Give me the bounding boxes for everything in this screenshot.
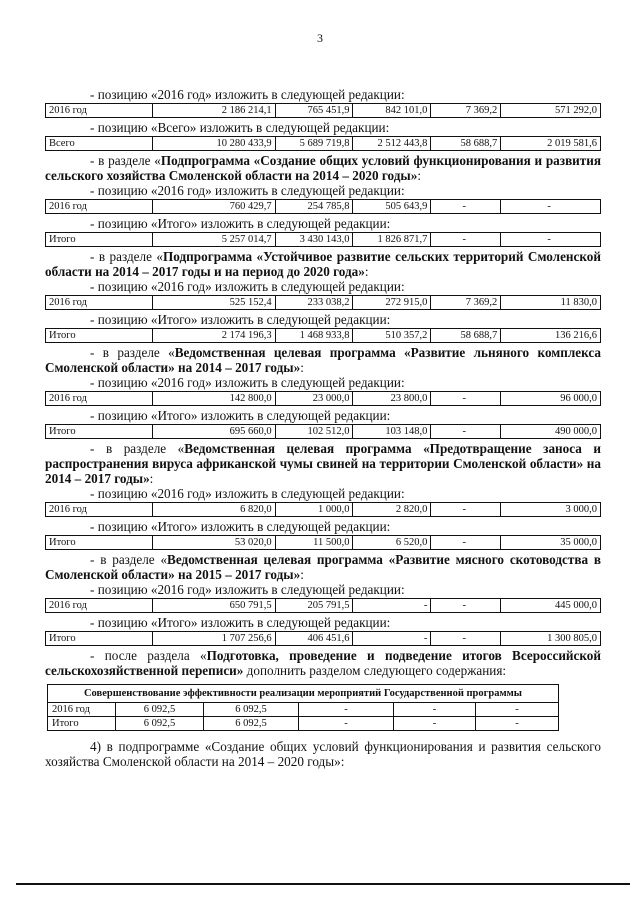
position-instruction: - позицию «2016 год» изложить в следующей редакции: — [90, 375, 405, 390]
page-number: 3 — [317, 31, 323, 45]
intro-text: - в разделе « — [90, 552, 168, 567]
table-row — [45, 328, 601, 343]
table-cell: Итого — [46, 329, 153, 342]
table-cell: 103 148,0 — [353, 425, 431, 438]
table-row — [45, 631, 601, 646]
table-cell: 2 820,0 — [353, 503, 431, 516]
table-cell: 2 174 196,3 — [153, 329, 276, 342]
table-cell: - — [431, 503, 501, 516]
table-cell: - — [431, 425, 501, 438]
table-cell: - — [501, 200, 601, 213]
table-row — [45, 502, 601, 517]
table-cell: 2016 год — [46, 200, 153, 213]
table-cell: - — [353, 599, 431, 612]
table-cell: 23 800,0 — [353, 392, 431, 405]
section-intro — [45, 345, 601, 375]
section-intro — [45, 552, 601, 582]
table-cell: 58 688,7 — [431, 137, 501, 150]
table-cell: - — [394, 717, 476, 730]
table-cell: - — [299, 703, 394, 716]
table-cell: 11 830,0 — [501, 296, 601, 309]
table-cell: - — [299, 717, 394, 730]
table-cell: Всего — [46, 137, 153, 150]
intro-tail: дополнить разделом следующего содержания: — [243, 663, 507, 678]
paragraph-4: 4) в подпрограмме «Создание общих условий функционирования и развития сельского хозяйства Смоленской области на 2014 – 2020 годы»: — [45, 739, 601, 769]
table-cell: 406 451,6 — [276, 632, 354, 645]
table-cell: 2016 год — [46, 296, 153, 309]
table-cell: 1 468 933,8 — [276, 329, 354, 342]
table-row — [45, 199, 601, 214]
table-cell: - — [501, 233, 601, 246]
position-instruction: - позицию «2016 год» изложить в следующей редакции: — [90, 486, 405, 501]
intro-tail: : — [364, 264, 369, 279]
table-cell: 525 152,4 — [153, 296, 276, 309]
table-cell: 205 791,5 — [276, 599, 354, 612]
table-cell: - — [431, 392, 501, 405]
intro-text: - после раздела « — [90, 648, 207, 663]
intro-tail: : — [417, 168, 421, 183]
table-cell: 7 369,2 — [431, 104, 501, 117]
table-cell: 102 512,0 — [276, 425, 354, 438]
section-name: Ведомственная целевая программа «Развитие мясного скотоводства в Смоленской области» на 2015 – 2017 годы» — [45, 552, 601, 582]
table-cell: 6 092,5 — [204, 717, 299, 730]
table-cell: 272 915,0 — [353, 296, 431, 309]
table-cell: 3 430 143,0 — [276, 233, 354, 246]
table-cell: 1 707 256,6 — [153, 632, 276, 645]
table-cell: 445 000,0 — [501, 599, 601, 612]
table-cell: 760 429,7 — [153, 200, 276, 213]
position-instruction: - позицию «Итого» изложить в следующей редакции: — [90, 312, 391, 327]
table-cell: 1 300 805,0 — [501, 632, 601, 645]
position-instruction: - позицию «Итого» изложить в следующей редакции: — [90, 519, 391, 534]
table-cell: 6 520,0 — [353, 536, 431, 549]
table-row — [45, 295, 601, 310]
table-cell: 35 000,0 — [501, 536, 601, 549]
table-cell: 2016 год — [46, 599, 153, 612]
table-cell: 142 800,0 — [153, 392, 276, 405]
table-cell: - — [431, 233, 501, 246]
table-cell: 2016 год — [46, 392, 153, 405]
table-cell: Итого — [46, 632, 153, 645]
footer-rule — [16, 883, 630, 885]
position-instruction: - позицию «Всего» изложить в следующей редакции: — [90, 120, 390, 135]
table-cell: 490 000,0 — [501, 425, 601, 438]
table-cell: - — [515, 704, 519, 715]
table-row — [45, 391, 601, 406]
table-cell: 3 000,0 — [501, 503, 601, 516]
table-cell: 2 186 214,1 — [153, 104, 276, 117]
section-intro — [45, 441, 601, 486]
table-cell: 58 688,7 — [431, 329, 501, 342]
intro-text: - в разделе « — [90, 249, 164, 264]
section-intro — [45, 249, 601, 279]
position-instruction: - позицию «2016 год» изложить в следующей редакции: — [90, 183, 405, 198]
table-cell: 1 826 871,7 — [353, 233, 431, 246]
new-section-table — [47, 684, 559, 731]
table-cell: - — [431, 599, 501, 612]
table-cell: 842 101,0 — [353, 104, 431, 117]
table-cell: - — [394, 703, 476, 716]
table-cell: 6 092,5 — [116, 717, 204, 730]
table-cell: 650 791,5 — [153, 599, 276, 612]
table-row — [45, 424, 601, 439]
table-cell: 2 019 581,6 — [501, 137, 601, 150]
table-row — [45, 598, 601, 613]
intro-text: - в разделе « — [90, 441, 185, 456]
position-instruction: - позицию «2016 год» изложить в следующей редакции: — [90, 87, 405, 102]
table-cell: Итого — [46, 425, 153, 438]
after-section-instruction — [45, 648, 601, 678]
table-row — [48, 717, 558, 730]
table-cell: 11 500,0 — [276, 536, 354, 549]
table-cell: 5 257 014,7 — [153, 233, 276, 246]
position-instruction: - позицию «Итого» изложить в следующей редакции: — [90, 408, 391, 423]
table-cell: 23 000,0 — [276, 392, 354, 405]
section-name: Ведомственная целевая программа «Развитие льняного комплекса Смоленской области» на 2014 – 2017 годы» — [45, 345, 601, 375]
intro-tail: : — [300, 567, 304, 582]
table-cell: 6 820,0 — [153, 503, 276, 516]
position-instruction: - позицию «Итого» изложить в следующей редакции: — [90, 615, 391, 630]
table-cell: Итого — [46, 536, 153, 549]
section-name: Подготовка, проведение и подведение итогов Всероссийской сельскохозяйственной переписи» — [45, 648, 601, 678]
new-section-header: Совершенствование эффективности реализации мероприятий Государственной программы — [48, 685, 558, 703]
table-cell: 53 020,0 — [153, 536, 276, 549]
section-name: Подпрограмма «Устойчивое развитие сельских территорий Смоленской области на 2014 – 2017 годы и на период до 2020 года» — [45, 249, 601, 279]
table-cell: 6 092,5 — [116, 703, 204, 716]
table-cell: 10 280 433,9 — [153, 137, 276, 150]
table-cell: 695 660,0 — [153, 425, 276, 438]
section-name: Ведомственная целевая программа «Предотвращение заноса и распространения вируса африканской чумы свиней на территории Смоленской области» на 2014 – 2017 годы» — [45, 441, 601, 486]
table-cell: 233 038,2 — [276, 296, 354, 309]
table-cell: - — [515, 718, 519, 729]
table-cell: Итого — [48, 717, 116, 730]
table-cell: 5 689 719,8 — [276, 137, 354, 150]
intro-tail: : — [300, 360, 304, 375]
table-cell: 254 785,8 — [276, 200, 354, 213]
table-cell: 2016 год — [46, 104, 153, 117]
table-row — [45, 136, 601, 151]
table-cell: 1 000,0 — [276, 503, 354, 516]
position-instruction: - позицию «Итого» изложить в следующей редакции: — [90, 216, 391, 231]
table-cell: - — [353, 632, 431, 645]
table-cell: 2016 год — [48, 703, 116, 716]
table-cell: 510 357,2 — [353, 329, 431, 342]
intro-tail: : — [149, 471, 154, 486]
intro-text: - в разделе « — [90, 345, 175, 360]
table-cell: 505 643,9 — [353, 200, 431, 213]
table-cell: 2016 год — [46, 503, 153, 516]
document-body — [45, 87, 601, 769]
table-cell: 6 092,5 — [204, 703, 299, 716]
table-cell: - — [431, 200, 501, 213]
section-name: Подпрограмма «Создание общих условий функционирования и развития сельского хозяйства Смоленской области на 2014 – 2020 годы» — [45, 153, 601, 183]
position-instruction: - позицию «2016 год» изложить в следующей редакции: — [90, 279, 405, 294]
table-cell: 571 292,0 — [501, 104, 601, 117]
table-cell: - — [431, 632, 501, 645]
table-row — [45, 535, 601, 550]
table-cell: 2 512 443,8 — [353, 137, 431, 150]
intro-text: - в разделе « — [90, 153, 161, 168]
table-cell: 136 216,6 — [501, 329, 601, 342]
position-instruction: - позицию «2016 год» изложить в следующей редакции: — [90, 582, 405, 597]
table-row — [48, 703, 558, 717]
table-cell: 7 369,2 — [431, 296, 501, 309]
table-row — [45, 232, 601, 247]
table-cell: 96 000,0 — [501, 392, 601, 405]
section-intro — [45, 153, 601, 183]
table-row — [45, 103, 601, 118]
table-cell: Итого — [46, 233, 153, 246]
table-cell: - — [431, 536, 501, 549]
table-cell: 765 451,9 — [276, 104, 354, 117]
